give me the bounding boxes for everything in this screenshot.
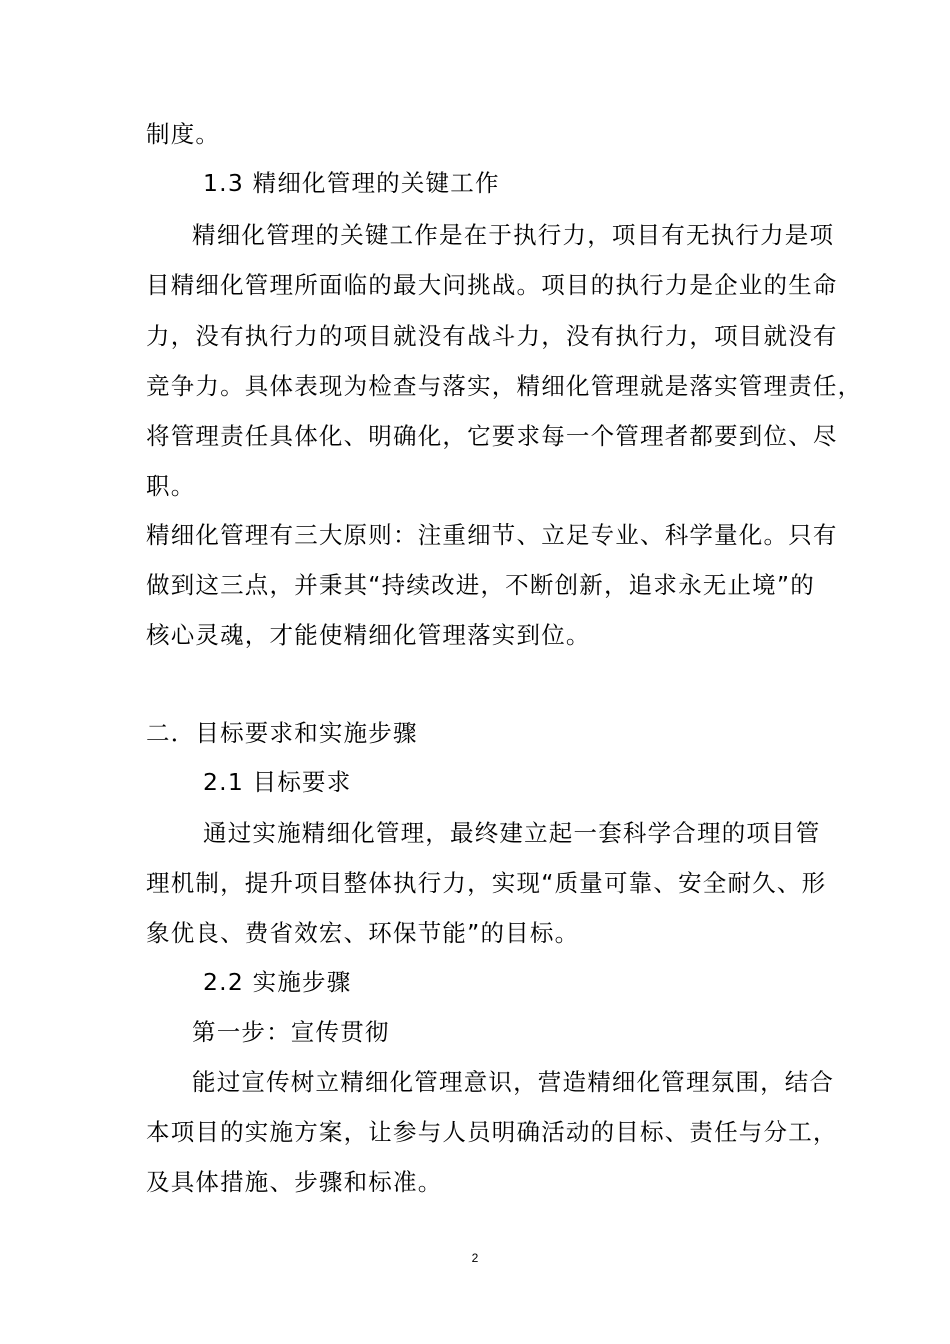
section-heading-2-1: 2.1 目标要求 [203, 768, 352, 796]
paragraph-line: 核心灵魂，才能使精细化管理落实到位。 [146, 621, 591, 649]
paragraph-line: 象优良、费省效宏、环保节能”的目标。 [146, 919, 580, 947]
paragraph-line: 本项目的实施方案，让参与人员明确活动的目标、责任与分工， [146, 1118, 838, 1146]
paragraph-line: 精细化管理的关键工作是在于执行力，项目有无执行力是项 [192, 221, 835, 249]
paragraph-line: 目精细化管理所面临的最大问挑战。项目的执行力是企业的生命 [146, 271, 838, 299]
step-heading: 第一步：宣传贯彻 [192, 1018, 390, 1046]
paragraph-line: 理机制，提升项目整体执行力，实现“质量可靠、安全耐久、形 [146, 869, 827, 897]
paragraph-line: 做到这三点，并秉其“持续改进，不断创新，追求永无止境”的 [146, 571, 815, 599]
section-heading-2-2: 2.2 实施步骤 [203, 968, 352, 996]
paragraph-line: 职。 [146, 472, 196, 500]
paragraph-line: 力，没有执行力的项目就没有战斗力，没有执行力，项目就没有 [146, 322, 838, 350]
paragraph-line: 将管理责任具体化、明确化，它要求每一个管理者都要到位、尽 [146, 422, 838, 450]
paragraph-line: 及具体措施、步骤和标准。 [146, 1168, 443, 1196]
paragraph-line: 精细化管理有三大原则：注重细节、立足专业、科学量化。只有 [146, 521, 838, 549]
page-number: 2 [471, 1251, 479, 1265]
paragraph-line: 通过实施精细化管理，最终建立起一套科学合理的项目管 [203, 819, 821, 847]
section-heading-1-3: 1.3 精细化管理的关键工作 [203, 169, 500, 197]
paragraph-line: 制度。 [146, 120, 221, 148]
paragraph-line: 竞争力。具体表现为检查与落实，精细化管理就是落实管理责任， [146, 372, 863, 400]
paragraph-line: 能过宣传树立精细化管理意识，营造精细化管理氛围，结合 [192, 1068, 835, 1096]
chapter-heading-2: 二．目标要求和实施步骤 [146, 719, 418, 747]
